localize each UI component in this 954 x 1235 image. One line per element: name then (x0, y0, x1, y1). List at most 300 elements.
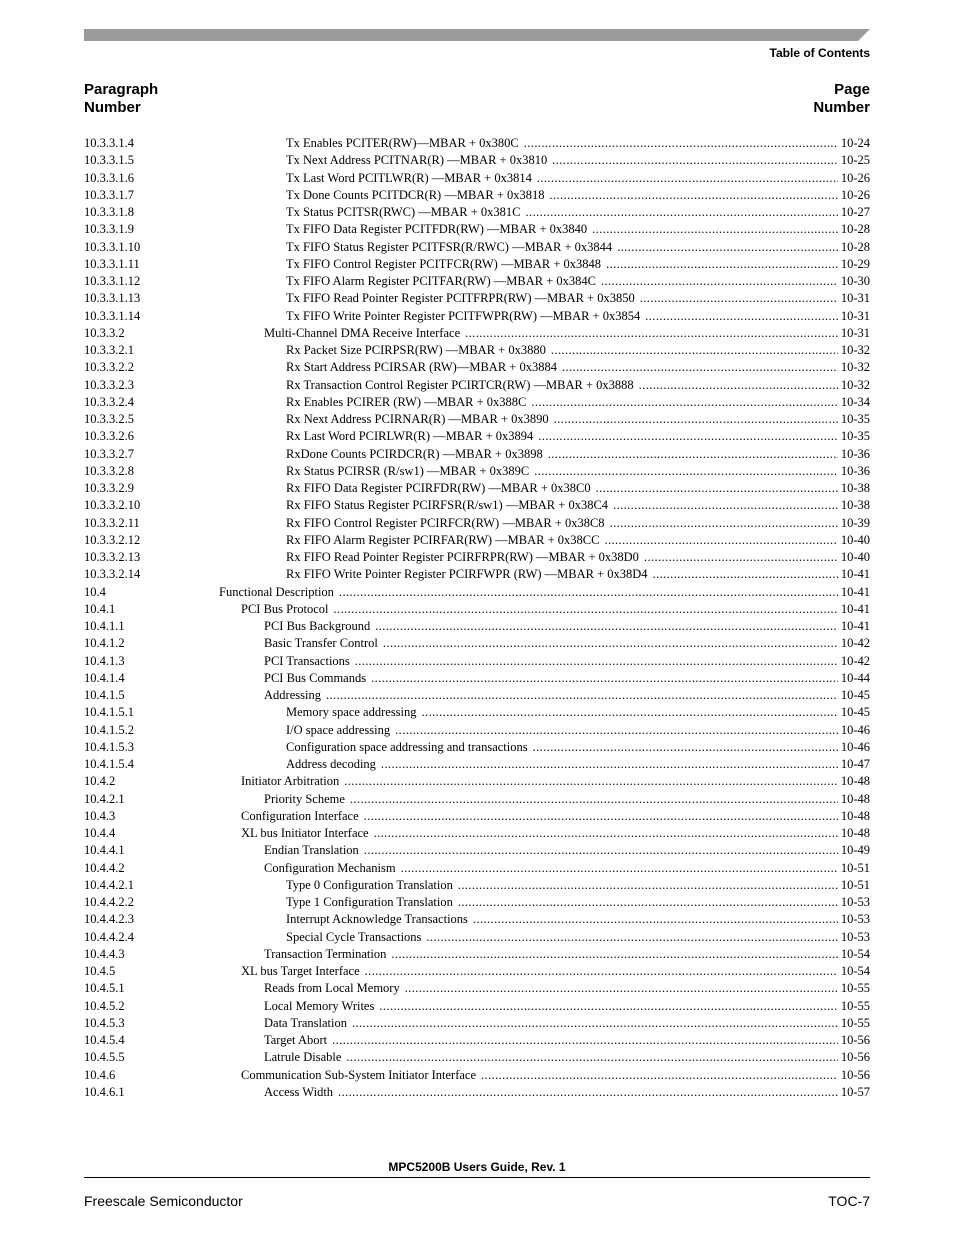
toc-entry-title: Reads from Local Memory (264, 981, 400, 996)
toc-entry-title-wrap (286, 342, 838, 359)
toc-entry-title: I/O space addressing (286, 722, 391, 737)
dot-leader (592, 221, 838, 238)
dot-leader (364, 808, 838, 825)
toc-entry-page: 10-38 (840, 498, 870, 513)
toc-entry-number: 10.4.1.5.1 (84, 705, 134, 720)
toc-entry[interactable] (84, 946, 870, 963)
toc-entry-title-wrap (264, 618, 838, 635)
toc-entry-title-wrap (286, 152, 838, 169)
toc-entry[interactable] (84, 687, 870, 704)
toc-entry-page: 10-56 (840, 1033, 870, 1047)
toc-entry[interactable] (84, 791, 870, 808)
toc-entry-title: Tx Last Word PCITLWR(R) —MBAR + 0x3814 (286, 170, 532, 185)
toc-entry-page: 10-41 (840, 619, 870, 633)
toc-entry-page: 10-46 (840, 739, 870, 754)
toc-entry-page: 10-41 (840, 601, 870, 616)
toc-entry-number: 10.3.3.2.12 (84, 532, 141, 547)
toc-entry-title-wrap (286, 566, 838, 583)
toc-entry-number: 10.4 (84, 584, 106, 599)
page-heading-line2: Number (813, 99, 870, 116)
toc-entry-number: 10.4.2.1 (84, 791, 125, 806)
toc-entry-title: Tx FIFO Alarm Register PCITFAR(RW) —MBAR + 0x384C (286, 274, 596, 288)
toc-entry-title: Tx Done Counts PCITDCR(R) —MBAR + 0x3818 (286, 187, 545, 202)
toc-entry-page: 10-31 (840, 325, 870, 340)
toc-entry-number: 10.3.3.2.11 (84, 515, 140, 530)
toc-entry-page: 10-55 (840, 981, 870, 996)
toc-entry[interactable] (84, 204, 870, 221)
toc-entry[interactable] (84, 808, 870, 825)
toc-entry[interactable] (84, 239, 870, 256)
dot-leader (551, 342, 838, 359)
toc-entry-number: 10.4.1.5 (84, 688, 125, 702)
toc-entry-number: 10.4.5.3 (84, 1015, 125, 1030)
toc-entry-title: Configuration space addressing and transactions (286, 739, 528, 754)
toc-entry-page: 10-41 (840, 567, 870, 582)
toc-entry-title-wrap (286, 290, 838, 307)
toc-entry-number: 10.3.3.1.7 (84, 187, 134, 202)
toc-entry-title-wrap (264, 980, 838, 997)
toc-entry-number: 10.4.4.2.2 (84, 895, 134, 909)
toc-entry[interactable] (84, 601, 870, 618)
toc-entry-page: 10-53 (840, 929, 870, 944)
toc-entry-page: 10-56 (840, 1067, 870, 1082)
dot-leader (538, 428, 838, 445)
toc-entry-title: Tx FIFO Status Register PCITFSR(R/RWC) —MBAR + 0x3844 (286, 239, 613, 254)
toc-entry-number: 10.3.3.1.9 (84, 222, 134, 237)
dot-leader (379, 998, 838, 1015)
dot-leader (391, 946, 838, 963)
toc-entry[interactable] (84, 704, 870, 721)
toc-entry[interactable] (84, 325, 870, 342)
toc-entry[interactable] (84, 929, 870, 946)
dot-leader (422, 704, 838, 721)
toc-entry-page: 10-38 (840, 481, 870, 495)
toc-entry[interactable] (84, 290, 870, 307)
footer-divider (84, 1177, 870, 1178)
toc-entry-page: 10-53 (840, 912, 870, 927)
toc-entry[interactable] (84, 877, 870, 894)
toc-entry[interactable] (84, 566, 870, 583)
toc-entry-number: 10.3.3.1.13 (84, 291, 141, 306)
dot-leader (613, 497, 838, 514)
toc-entry-page: 10-39 (840, 515, 870, 530)
toc-entry-page: 10-35 (840, 412, 870, 426)
toc-entry[interactable] (84, 308, 870, 325)
toc-entry-number: 10.3.3.2.3 (84, 377, 134, 392)
toc-entry-title-wrap (264, 325, 838, 342)
toc-entry-title-wrap (286, 532, 838, 549)
toc-entry-title-wrap (264, 998, 838, 1015)
toc-entry-page: 10-51 (840, 860, 870, 875)
toc-entry[interactable] (84, 170, 870, 187)
toc-entry-title: PCI Bus Background (264, 619, 371, 633)
toc-entry[interactable] (84, 1084, 870, 1101)
toc-entry-title-wrap (286, 704, 838, 721)
toc-entry[interactable] (84, 825, 870, 842)
toc-entry-title: Configuration Mechanism (264, 860, 396, 875)
toc-entry[interactable] (84, 377, 870, 394)
toc-entry-number: 10.4.4 (84, 826, 116, 840)
toc-entry-title: RxDone Counts PCIRDCR(R) —MBAR + 0x3898 (286, 446, 543, 461)
paragraph-number-heading (84, 81, 158, 117)
toc-entry-number: 10.3.3.1.12 (84, 274, 141, 288)
toc-entry[interactable] (84, 584, 870, 601)
toc-entry-title-wrap (286, 135, 838, 152)
dot-leader (352, 1015, 838, 1032)
toc-entry-number: 10.3.3.2 (84, 325, 125, 340)
toc-entry[interactable] (84, 428, 870, 445)
toc-entry-title: Data Translation (264, 1015, 347, 1030)
dot-leader (639, 377, 838, 394)
toc-entry[interactable] (84, 653, 870, 670)
toc-entry-title: Rx Last Word PCIRLWR(R) —MBAR + 0x3894 (286, 429, 534, 444)
toc-entry-page: 10-34 (840, 394, 870, 409)
toc-entry-title-wrap (241, 825, 838, 842)
toc-entry[interactable] (84, 722, 870, 739)
toc-entry-title-wrap (286, 204, 838, 221)
toc-entry-page: 10-31 (840, 308, 870, 323)
toc-entry-number: 10.3.3.2.4 (84, 394, 134, 409)
toc-entry-title: Interrupt Acknowledge Transactions (286, 912, 468, 927)
toc-entry[interactable] (84, 1067, 870, 1084)
dot-leader (375, 618, 838, 635)
toc-entry[interactable] (84, 515, 870, 532)
toc-entry-page: 10-40 (840, 550, 870, 564)
toc-entry-title: Tx Enables PCITER(RW)—MBAR + 0x380C (286, 136, 519, 150)
toc-entry-title: Endian Translation (264, 843, 359, 858)
toc-entry-number: 10.3.3.1.5 (84, 153, 134, 168)
toc-entry-page: 10-54 (840, 964, 870, 978)
header-bar (84, 29, 870, 41)
toc-entry-title-wrap (264, 842, 838, 859)
dot-leader (640, 290, 838, 307)
dot-leader (339, 584, 838, 601)
toc-entry-page: 10-28 (840, 222, 870, 237)
toc-entry-page: 10-51 (840, 877, 870, 892)
toc-entry-title-wrap (286, 894, 838, 911)
toc-entry-title: Basic Transfer Control (264, 636, 378, 651)
dot-leader (554, 411, 838, 428)
toc-entry[interactable] (84, 446, 870, 463)
toc-entry-title: Rx FIFO Read Pointer Register PCIRFRPR(RW) —MBAR + 0x38D0 (286, 550, 639, 564)
toc-entry-page: 10-57 (840, 1084, 870, 1099)
toc-entry-title-wrap (264, 687, 838, 704)
toc-entry-page: 10-48 (840, 774, 870, 789)
toc-entry-number: 10.3.3.1.8 (84, 205, 134, 219)
toc-entry-title: PCI Bus Protocol (241, 601, 329, 616)
toc-entry-title-wrap (264, 670, 838, 687)
toc-entry[interactable] (84, 635, 870, 652)
toc-entry-title: Type 1 Configuration Translation (286, 895, 453, 909)
toc-entry-page: 10-55 (840, 998, 870, 1013)
toc-entry-title: Access Width (264, 1084, 334, 1099)
toc-entry[interactable] (84, 411, 870, 428)
toc-entry-title-wrap (286, 308, 838, 325)
toc-entry-page: 10-45 (840, 705, 870, 720)
toc-entry-number: 10.3.3.1.6 (84, 170, 134, 185)
toc-entry-page: 10-48 (840, 808, 870, 823)
toc-entry-number: 10.4.1.5.4 (84, 757, 134, 771)
toc-entry-number: 10.4.4.2.1 (84, 877, 134, 892)
toc-entry-number: 10.4.1.1 (84, 619, 125, 633)
toc-entry-number: 10.4.1.5.3 (84, 739, 134, 754)
toc-entry-title-wrap (264, 860, 838, 877)
dot-leader (338, 1084, 838, 1101)
toc-entry-title: Priority Scheme (264, 791, 345, 806)
toc-entry[interactable] (84, 842, 870, 859)
toc-entry[interactable] (84, 497, 870, 514)
dot-leader (601, 273, 838, 290)
dot-leader (533, 739, 838, 756)
toc-entry-number: 10.3.3.2.10 (84, 498, 141, 513)
document-title: MPC5200B Users Guide, Rev. 1 (388, 1160, 566, 1174)
toc-entry-title: PCI Bus Commands (264, 670, 367, 685)
toc-entry-title: Rx FIFO Control Register PCIRFCR(RW) —MBAR + 0x38C8 (286, 515, 605, 530)
dot-leader (653, 566, 838, 583)
toc-entry[interactable] (84, 980, 870, 997)
toc-entry-title: Functional Description (219, 584, 334, 599)
toc-entry-page: 10-42 (840, 653, 870, 668)
toc-entry-title: Rx Transaction Control Register PCIRTCR(RW) —MBAR + 0x3888 (286, 377, 634, 392)
toc-entry[interactable] (84, 670, 870, 687)
dot-leader (364, 842, 838, 859)
dot-leader (610, 515, 838, 532)
toc-entry-page: 10-25 (840, 153, 870, 168)
toc-entry[interactable] (84, 998, 870, 1015)
toc-entry[interactable] (84, 756, 870, 773)
toc-entry-title: Rx Enables PCIRER (RW) —MBAR + 0x388C (286, 394, 527, 409)
toc-entry-title: Tx FIFO Write Pointer Register PCITFWPR(RW) —MBAR + 0x3854 (286, 308, 641, 323)
toc-entry[interactable] (84, 1032, 870, 1049)
toc-entry-page: 10-32 (840, 377, 870, 392)
toc-entry-number: 10.4.4.1 (84, 843, 125, 858)
toc-entry-title-wrap (286, 170, 838, 187)
company-name: Freescale Semiconductor (84, 1193, 243, 1209)
toc-entry-page: 10-26 (840, 170, 870, 185)
page-heading-line1: Page (834, 81, 870, 98)
toc-entry-title: Address decoding (286, 757, 376, 771)
toc-entry-title-wrap (241, 601, 838, 618)
toc-entry[interactable] (84, 152, 870, 169)
toc-entry-page: 10-45 (840, 688, 870, 702)
toc-entry-title: Special Cycle Transactions (286, 929, 422, 944)
toc-entry-title-wrap (264, 1084, 838, 1101)
dot-leader (355, 653, 838, 670)
toc-entry-title: Rx FIFO Alarm Register PCIRFAR(RW) —MBAR + 0x38CC (286, 532, 600, 547)
running-title: Table of Contents (769, 46, 870, 60)
toc-entry-page: 10-31 (840, 291, 870, 306)
toc-entry[interactable] (84, 135, 870, 152)
toc-entry-title-wrap (264, 653, 838, 670)
toc-entry-number: 10.4.5.4 (84, 1033, 125, 1047)
dot-leader (606, 256, 838, 273)
toc-entry[interactable] (84, 963, 870, 980)
dot-leader (465, 325, 838, 342)
toc-entry-title-wrap (286, 359, 838, 376)
dot-leader (549, 187, 838, 204)
toc-entry-title: XL bus Target Interface (241, 964, 360, 978)
dot-leader (381, 756, 838, 773)
toc-entry[interactable] (84, 773, 870, 790)
toc-entry[interactable] (84, 480, 870, 497)
dot-leader (346, 1049, 838, 1066)
toc-entry[interactable] (84, 618, 870, 635)
toc-entry-title-wrap (286, 515, 838, 532)
toc-entry-title-wrap (286, 377, 838, 394)
toc-entry-page: 10-24 (840, 136, 870, 150)
toc-entry[interactable] (84, 532, 870, 549)
toc-entry[interactable] (84, 549, 870, 566)
toc-entry-title-wrap (286, 722, 838, 739)
toc-entry-page: 10-42 (840, 636, 870, 651)
dot-leader (395, 722, 838, 739)
toc-entry-title-wrap (264, 946, 838, 963)
toc-entry-number: 10.3.3.1.11 (84, 256, 140, 271)
toc-entry-number: 10.4.5 (84, 964, 116, 978)
toc-entry-title: Latrule Disable (264, 1050, 342, 1065)
toc-entry-page: 10-36 (840, 463, 870, 478)
toc-entry-number: 10.3.3.2.2 (84, 360, 134, 375)
toc-entry-number: 10.3.3.2.14 (84, 567, 141, 582)
toc-entry-title-wrap (286, 877, 838, 894)
toc-entry-title-wrap (286, 394, 838, 411)
toc-entry-page: 10-47 (840, 757, 870, 771)
toc-entry[interactable] (84, 894, 870, 911)
toc-entry-title: Multi-Channel DMA Receive Interface (264, 325, 461, 340)
toc-entry-title-wrap (286, 480, 838, 497)
toc-entry-title-wrap (286, 911, 838, 928)
toc-entry-title-wrap (286, 187, 838, 204)
toc-entry[interactable] (84, 463, 870, 480)
dot-leader (332, 1032, 838, 1049)
toc-entry-title: Configuration Interface (241, 808, 359, 823)
toc-entry-page: 10-56 (840, 1050, 870, 1065)
toc-entry-title: Tx FIFO Data Register PCITFDR(RW) —MBAR + 0x3840 (286, 222, 588, 237)
toc-entry-number: 10.4.5.5 (84, 1050, 125, 1065)
toc-entry[interactable] (84, 359, 870, 376)
dot-leader (326, 687, 838, 704)
toc-entry-number: 10.4.4.2.4 (84, 929, 134, 944)
toc-entry-number: 10.4.4.2.3 (84, 912, 134, 927)
dot-leader (334, 601, 838, 618)
toc-entry-title: Local Memory Writes (264, 998, 375, 1013)
toc-entry-title-wrap (286, 929, 838, 946)
toc-entry-page: 10-48 (840, 826, 870, 840)
toc-entry-number: 10.4.4.2 (84, 860, 125, 875)
toc-entry[interactable] (84, 342, 870, 359)
toc-entry[interactable] (84, 394, 870, 411)
toc-entry-title: Rx FIFO Data Register PCIRFDR(RW) —MBAR + 0x38C0 (286, 481, 591, 495)
toc-entry-page: 10-55 (840, 1015, 870, 1030)
toc-entry[interactable] (84, 256, 870, 273)
toc-entry-number: 10.4.6 (84, 1067, 116, 1082)
toc-entry[interactable] (84, 1049, 870, 1066)
dot-leader (617, 239, 838, 256)
dot-leader (350, 791, 838, 808)
toc-entry[interactable] (84, 860, 870, 877)
toc-entry-number: 10.4.1.2 (84, 636, 125, 651)
toc-entry[interactable] (84, 187, 870, 204)
toc-entry-number: 10.4.5.1 (84, 981, 125, 996)
toc-entry[interactable] (84, 221, 870, 238)
toc-entry-number: 10.3.3.2.5 (84, 412, 134, 426)
toc-entry-title: Rx Packet Size PCIRPSR(RW) —MBAR + 0x3880 (286, 343, 546, 357)
toc-entry-title: Transaction Termination (264, 946, 387, 961)
header-bar-graphic (84, 29, 870, 41)
toc-entry[interactable] (84, 273, 870, 290)
dot-leader (458, 894, 838, 911)
dot-leader (531, 394, 838, 411)
toc-entry-title-wrap (241, 1067, 838, 1084)
toc-entry-title: Tx FIFO Read Pointer Register PCITFRPR(RW) —MBAR + 0x3850 (286, 291, 635, 306)
toc-entry[interactable] (84, 911, 870, 928)
dot-leader (374, 825, 838, 842)
toc-entry-number: 10.3.3.1.14 (84, 308, 141, 323)
toc-entry-title: Communication Sub-System Initiator Interface (241, 1067, 477, 1082)
toc-entry-title: Tx Next Address PCITNAR(R) —MBAR + 0x3810 (286, 153, 548, 168)
toc-entry-title-wrap (286, 446, 838, 463)
toc-entry-page: 10-36 (840, 446, 870, 461)
toc-entry-title-wrap (286, 756, 838, 773)
page-number-heading (813, 81, 870, 117)
toc-entry-title-wrap (286, 411, 838, 428)
toc-entry-number: 10.3.3.2.1 (84, 343, 134, 357)
toc-entry-page: 10-40 (840, 532, 870, 547)
toc-entry-number: 10.3.3.2.6 (84, 429, 134, 444)
toc-entry-number: 10.3.3.2.13 (84, 550, 141, 564)
dot-leader (537, 170, 838, 187)
toc-entry-title: Tx FIFO Control Register PCITFCR(RW) —MBAR + 0x3848 (286, 256, 602, 271)
toc-entry-title-wrap (286, 497, 838, 514)
toc-entry-page: 10-32 (840, 360, 870, 375)
toc-entry-number: 10.3.3.1.10 (84, 239, 141, 254)
toc-entry-number: 10.4.2 (84, 774, 116, 789)
toc-entry-page: 10-49 (840, 843, 870, 858)
toc-entry-title-wrap (286, 273, 838, 290)
toc-entry-number: 10.4.6.1 (84, 1084, 125, 1099)
toc-entry-title-wrap (264, 1015, 838, 1032)
dot-leader (473, 911, 838, 928)
toc-entry-title-wrap (241, 808, 838, 825)
toc-entry-page: 10-54 (840, 946, 870, 961)
toc-entry-title: Rx Start Address PCIRSAR (RW)—MBAR + 0x3884 (286, 360, 557, 375)
toc-entry-page: 10-46 (840, 722, 870, 737)
toc-entry-page: 10-27 (840, 205, 870, 219)
toc-entry-page: 10-35 (840, 429, 870, 444)
toc-entry-number: 10.4.4.3 (84, 946, 125, 961)
toc-entry-page: 10-32 (840, 343, 870, 357)
toc-entry-number: 10.3.3.2.9 (84, 481, 134, 495)
dot-leader (534, 463, 838, 480)
toc-entry[interactable] (84, 739, 870, 756)
toc-entry-title: Memory space addressing (286, 705, 417, 720)
dot-leader (548, 446, 838, 463)
toc-entry-page: 10-48 (840, 791, 870, 806)
toc-entry-page: 10-26 (840, 187, 870, 202)
dot-leader (526, 204, 838, 221)
dot-leader (596, 480, 838, 497)
toc-entry-number: 10.3.3.2.7 (84, 446, 134, 461)
toc-entry-title: Rx FIFO Status Register PCIRFSR(R/sw1) —MBAR + 0x38C4 (286, 498, 609, 513)
dot-leader (645, 308, 838, 325)
dot-leader (371, 670, 838, 687)
toc-entry-title-wrap (264, 1032, 838, 1049)
toc-entry-title-wrap (264, 791, 838, 808)
toc-entry-number: 10.4.1.4 (84, 670, 125, 685)
toc-entry[interactable] (84, 1015, 870, 1032)
paragraph-heading-line1: Paragraph (84, 81, 159, 98)
dot-leader (481, 1067, 838, 1084)
